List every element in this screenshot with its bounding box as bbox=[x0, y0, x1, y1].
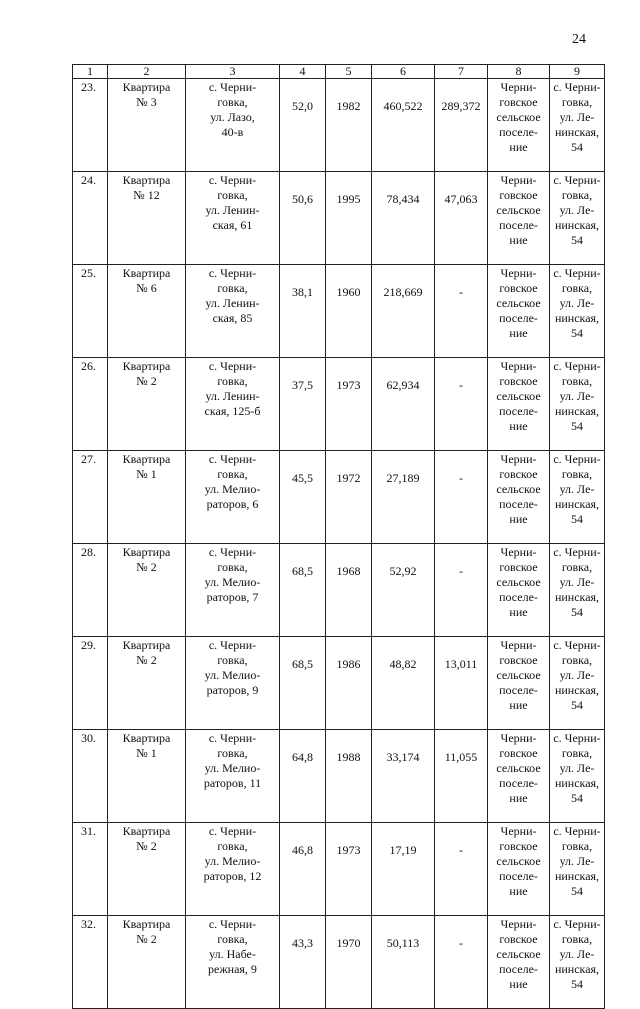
object-name: Квартира № 2 bbox=[108, 358, 186, 451]
owner-address: с. Черни- говка, ул. Ле- нинская, 54 bbox=[550, 730, 605, 823]
residual-value: 289,372 bbox=[435, 79, 488, 172]
owner-address: с. Черни- говка, ул. Ле- нинская, 54 bbox=[550, 544, 605, 637]
residual-value: - bbox=[435, 451, 488, 544]
area-value: 45,5 bbox=[280, 451, 326, 544]
area-value: 43,3 bbox=[280, 916, 326, 1009]
residual-value: - bbox=[435, 916, 488, 1009]
object-name: Квартира № 3 bbox=[108, 79, 186, 172]
cost-value: 62,934 bbox=[372, 358, 435, 451]
owner-name: Черни- говское сельское поселе- ние bbox=[488, 265, 550, 358]
page-number: 24 bbox=[572, 32, 586, 47]
column-header: 2 bbox=[108, 65, 186, 79]
table-row bbox=[73, 637, 605, 730]
column-header: 4 bbox=[280, 65, 326, 79]
owner-address: с. Черни- говка, ул. Ле- нинская, 54 bbox=[550, 265, 605, 358]
row-number: 25. bbox=[73, 265, 108, 358]
object-address: с. Черни- говка, ул. Ленин- ская, 125-б bbox=[186, 358, 280, 451]
row-number: 29. bbox=[73, 637, 108, 730]
area-value: 38,1 bbox=[280, 265, 326, 358]
object-name: Квартира № 1 bbox=[108, 730, 186, 823]
residual-value: 11,055 bbox=[435, 730, 488, 823]
object-address: с. Черни- говка, ул. Набе- режная, 9 bbox=[186, 916, 280, 1009]
table-row bbox=[73, 544, 605, 637]
table-row bbox=[73, 451, 605, 544]
object-address: с. Черни- говка, ул. Ленин- ская, 85 bbox=[186, 265, 280, 358]
year-value: 1982 bbox=[326, 79, 372, 172]
object-name: Квартира № 2 bbox=[108, 637, 186, 730]
cost-value: 78,434 bbox=[372, 172, 435, 265]
owner-address: с. Черни- говка, ул. Ле- нинская, 54 bbox=[550, 451, 605, 544]
area-value: 37,5 bbox=[280, 358, 326, 451]
row-number: 30. bbox=[73, 730, 108, 823]
residual-value: 47,063 bbox=[435, 172, 488, 265]
header-row bbox=[73, 65, 605, 79]
object-name: Квартира № 1 bbox=[108, 451, 186, 544]
row-number: 28. bbox=[73, 544, 108, 637]
column-header: 1 bbox=[73, 65, 108, 79]
year-value: 1970 bbox=[326, 916, 372, 1009]
object-address: с. Черни- говка, ул. Мелио- раторов, 7 bbox=[186, 544, 280, 637]
owner-address: с. Черни- говка, ул. Ле- нинская, 54 bbox=[550, 79, 605, 172]
row-number: 32. bbox=[73, 916, 108, 1009]
owner-name: Черни- говское сельское поселе- ние bbox=[488, 451, 550, 544]
object-name: Квартира № 6 bbox=[108, 265, 186, 358]
table-row bbox=[73, 730, 605, 823]
column-header: 5 bbox=[326, 65, 372, 79]
table-row bbox=[73, 358, 605, 451]
table-row bbox=[73, 916, 605, 1009]
owner-address: с. Черни- говка, ул. Ле- нинская, 54 bbox=[550, 172, 605, 265]
row-number: 27. bbox=[73, 451, 108, 544]
column-header: 6 bbox=[372, 65, 435, 79]
residual-value: - bbox=[435, 265, 488, 358]
area-value: 64,8 bbox=[280, 730, 326, 823]
year-value: 1988 bbox=[326, 730, 372, 823]
owner-address: с. Черни- говка, ул. Ле- нинская, 54 bbox=[550, 358, 605, 451]
row-number: 26. bbox=[73, 358, 108, 451]
row-number: 23. bbox=[73, 79, 108, 172]
owner-address: с. Черни- говка, ул. Ле- нинская, 54 bbox=[550, 916, 605, 1009]
owner-name: Черни- говское сельское поселе- ние bbox=[488, 730, 550, 823]
year-value: 1995 bbox=[326, 172, 372, 265]
table-row bbox=[73, 265, 605, 358]
object-address: с. Черни- говка, ул. Мелио- раторов, 11 bbox=[186, 730, 280, 823]
column-header: 9 bbox=[550, 65, 605, 79]
row-number: 31. bbox=[73, 823, 108, 916]
year-value: 1973 bbox=[326, 823, 372, 916]
object-address: с. Черни- говка, ул. Мелио- раторов, 9 bbox=[186, 637, 280, 730]
owner-address: с. Черни- говка, ул. Ле- нинская, 54 bbox=[550, 637, 605, 730]
cost-value: 48,82 bbox=[372, 637, 435, 730]
row-number: 24. bbox=[73, 172, 108, 265]
area-value: 50,6 bbox=[280, 172, 326, 265]
table-row bbox=[73, 172, 605, 265]
cost-value: 27,189 bbox=[372, 451, 435, 544]
year-value: 1972 bbox=[326, 451, 372, 544]
cost-value: 50,113 bbox=[372, 916, 435, 1009]
owner-name: Черни- говское сельское поселе- ние bbox=[488, 916, 550, 1009]
year-value: 1960 bbox=[326, 265, 372, 358]
cost-value: 33,174 bbox=[372, 730, 435, 823]
column-header: 3 bbox=[186, 65, 280, 79]
owner-name: Черни- говское сельское поселе- ние bbox=[488, 823, 550, 916]
residual-value: - bbox=[435, 358, 488, 451]
cost-value: 218,669 bbox=[372, 265, 435, 358]
cost-value: 52,92 bbox=[372, 544, 435, 637]
year-value: 1973 bbox=[326, 358, 372, 451]
owner-name: Черни- говское сельское поселе- ние bbox=[488, 79, 550, 172]
area-value: 68,5 bbox=[280, 544, 326, 637]
object-name: Квартира № 2 bbox=[108, 823, 186, 916]
year-value: 1986 bbox=[326, 637, 372, 730]
cost-value: 460,522 bbox=[372, 79, 435, 172]
year-value: 1968 bbox=[326, 544, 372, 637]
object-address: с. Черни- говка, ул. Мелио- раторов, 6 bbox=[186, 451, 280, 544]
column-header: 7 bbox=[435, 65, 488, 79]
object-name: Квартира № 12 bbox=[108, 172, 186, 265]
owner-name: Черни- говское сельское поселе- ние bbox=[488, 172, 550, 265]
object-address: с. Черни- говка, ул. Мелио- раторов, 12 bbox=[186, 823, 280, 916]
cost-value: 17,19 bbox=[372, 823, 435, 916]
area-value: 52,0 bbox=[280, 79, 326, 172]
residual-value: - bbox=[435, 823, 488, 916]
residual-value: 13,011 bbox=[435, 637, 488, 730]
table-row bbox=[73, 823, 605, 916]
object-name: Квартира № 2 bbox=[108, 544, 186, 637]
owner-name: Черни- говское сельское поселе- ние bbox=[488, 637, 550, 730]
owner-name: Черни- говское сельское поселе- ние bbox=[488, 544, 550, 637]
column-header: 8 bbox=[488, 65, 550, 79]
property-table bbox=[72, 64, 605, 1009]
table-row bbox=[73, 79, 605, 172]
owner-address: с. Черни- говка, ул. Ле- нинская, 54 bbox=[550, 823, 605, 916]
residual-value: - bbox=[435, 544, 488, 637]
owner-name: Черни- говское сельское поселе- ние bbox=[488, 358, 550, 451]
area-value: 46,8 bbox=[280, 823, 326, 916]
object-address: с. Черни- говка, ул. Ленин- ская, 61 bbox=[186, 172, 280, 265]
object-name: Квартира № 2 bbox=[108, 916, 186, 1009]
area-value: 68,5 bbox=[280, 637, 326, 730]
object-address: с. Черни- говка, ул. Лазо, 40-в bbox=[186, 79, 280, 172]
